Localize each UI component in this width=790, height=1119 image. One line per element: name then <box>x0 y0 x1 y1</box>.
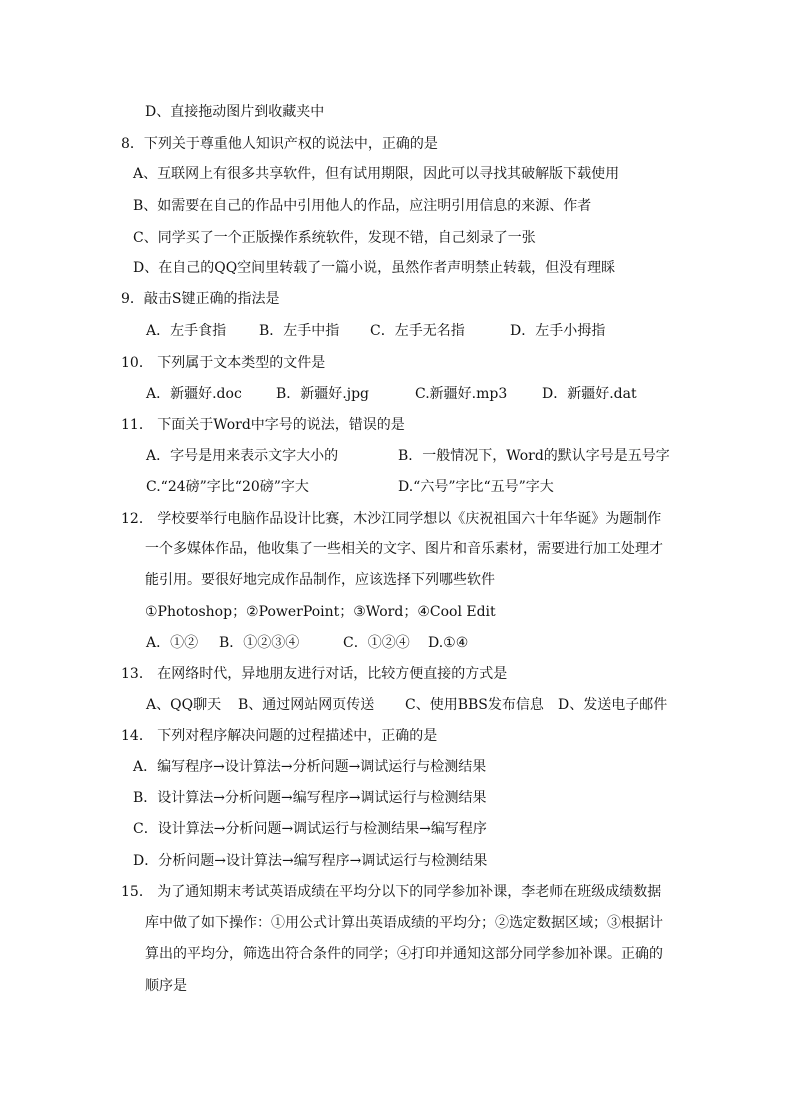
q15-stem-line4: 顺序是 <box>145 978 187 994</box>
q13-option-c: C、使用BBS发布信息 <box>405 697 544 713</box>
q14-stem: 14． 下列对程序解决问题的过程描述中，正确的是 <box>121 728 438 744</box>
q7-option-d: D、直接拖动图片到收藏夹中 <box>145 104 325 120</box>
q12-stem-line3: 能引用。要很好地完成作品制作，应该选择下列哪些软件 <box>145 572 495 588</box>
q9-option-a: A．左手食指 <box>146 323 227 339</box>
q12-software-list: ①Photoshop；②PowerPoint；③Word；④Cool Edit <box>145 604 496 620</box>
q12-option-d: D.①④ <box>428 635 469 651</box>
q11-option-d: D.“六号”字比“五号”字大 <box>398 479 554 495</box>
q12-option-c: C．①②④ <box>343 635 410 651</box>
q8-option-d: D、在自己的QQ空间里转载了一篇小说，虽然作者声明禁止转载，但没有理睬 <box>133 260 616 276</box>
q12-option-a: A．①② <box>146 635 199 651</box>
q13-stem: 13． 在网络时代，异地朋友进行对话，比较方便直接的方式是 <box>121 666 508 682</box>
q14-option-d: D．分析问题→设计算法→编写程序→调试运行与检测结果 <box>133 853 488 869</box>
q8-option-b: B、如需要在自己的作品中引用他人的作品，应注明引用信息的来源、作者 <box>133 198 592 214</box>
q10-option-d: D．新疆好.dat <box>542 386 637 402</box>
q11-option-b: B．一般情况下，Word的默认字号是五号字 <box>398 448 670 464</box>
q11-stem: 11． 下面关于Word中字号的说法，错误的是 <box>121 417 405 433</box>
q14-option-c: C．设计算法→分析问题→调试运行与检测结果→编写程序 <box>133 821 487 837</box>
q10-stem: 10． 下列属于文本类型的文件是 <box>121 355 326 371</box>
q12-option-b: B．①②③④ <box>219 635 300 651</box>
q9-option-b: B．左手中指 <box>259 323 340 339</box>
q12-stem-line2: 一个多媒体作品，他收集了一些相关的文字、图片和音乐素材，需要进行加工处理才 <box>145 541 663 557</box>
q13-option-b: B、通过网站网页传送 <box>238 697 375 713</box>
q15-stem-line2: 库中做了如下操作：①用公式计算出英语成绩的平均分；②选定数据区域；③根据计 <box>145 915 663 931</box>
q9-option-c: C．左手无名指 <box>370 323 465 339</box>
q10-option-a: A．新疆好.doc <box>146 386 242 402</box>
q8-option-c: C、同学买了一个正版操作系统软件，发现不错，自己刻录了一张 <box>133 230 536 246</box>
q13-option-a: A、QQ聊天 <box>146 697 222 713</box>
q15-stem-line1: 15． 为了通知期末考试英语成绩在平均分以下的同学参加补课，李老师在班级成绩数据 <box>121 884 662 900</box>
q9-option-d: D．左手小拇指 <box>510 323 606 339</box>
q8-stem: 8．下列关于尊重他人知识产权的说法中，正确的是 <box>121 136 438 152</box>
q14-option-a: A．编写程序→设计算法→分析问题→调试运行与检测结果 <box>133 759 487 775</box>
q10-option-b: B．新疆好.jpg <box>276 386 370 402</box>
q11-option-a: A．字号是用来表示文字大小的 <box>146 448 339 464</box>
q8-option-a: A、互联网上有很多共享软件，但有试用期限，因此可以寻找其破解版下载使用 <box>133 166 620 182</box>
q13-option-d: D、发送电子邮件 <box>558 697 668 713</box>
q12-stem-line1: 12． 学校要举行电脑作品设计比赛，木沙江同学想以《庆祝祖国六十年华诞》为题制作 <box>121 511 662 527</box>
q11-option-c: C.“24磅”字比“20磅”字大 <box>146 479 309 495</box>
q10-option-c: C.新疆好.mp3 <box>415 386 508 402</box>
q14-option-b: B．设计算法→分析问题→编写程序→调试运行与检测结果 <box>133 790 487 806</box>
q15-stem-line3: 算出的平均分，筛选出符合条件的同学；④打印并通知这部分同学参加补课。正确的 <box>145 946 663 962</box>
q9-stem: 9．敲击S键正确的指法是 <box>121 291 280 307</box>
